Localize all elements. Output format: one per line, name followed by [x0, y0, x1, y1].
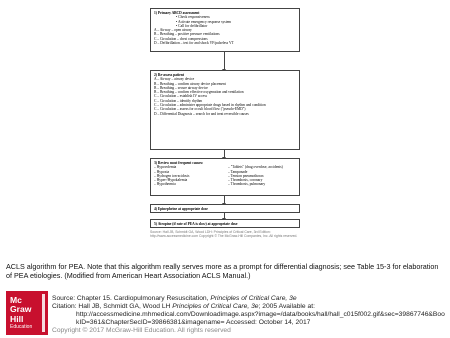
figure-caption: ACLS algorithm for PEA. Note that this algorithm really serves more as a prompt for differential diagnosis; see Table 15-3 for elaboration of PEA etiologies. (Modified from American Heart Association ACLS Manual.) [6, 262, 439, 280]
flow-arrow [224, 150, 225, 158]
box-title: 5) Atropine (if rate of PEA is slow) at appropriate dose [154, 222, 238, 226]
box-line: A – Airway – airway device [154, 77, 195, 82]
causes-left [154, 165, 222, 186]
causes-right [228, 165, 296, 186]
cause-item: – Hypothermia [154, 182, 176, 187]
cause-item: – Hyper-/Hypokalemia [154, 178, 188, 183]
box-line: B – Breathing – secure airway device [154, 85, 208, 90]
box-title: 4) Epinephrine at appropriate dose [154, 207, 208, 211]
box-line: B – Breathing – confirm airway device placement [154, 81, 226, 86]
reassess-box [150, 70, 300, 150]
cause-item: – Thrombosis, coronary [228, 178, 263, 183]
citation-link[interactable]: http://accessmedicine.mhmedical.com/Downloadimage.aspx?image=/data/books/hall/hall_c015f002.gif&sec=39867746&BookID=361&ChapterSecID=39866381&imagename= Accessed: October 14, 2017 [76, 311, 445, 326]
box-line: • Check responsiveness [176, 15, 210, 20]
flow-arrow [224, 52, 225, 70]
cause-item: – Tension pneumothorax [228, 173, 264, 178]
cause-item: – "Tablets" (drug overdose, accidents) [228, 165, 283, 170]
citation-line: Citation: Hall JB, Schmidt GA, Wood LH Principles of Critical Care, 3e; 2005 Available at: [52, 303, 315, 310]
copyright-notice: Copyright © 2017 McGraw-Hill Education. All rights reserved [52, 327, 231, 334]
cause-item: – Hypovolemia [154, 165, 177, 170]
box-line: • Activate emergency response system [176, 19, 232, 24]
box-line: C – Circulation – establish IV access [154, 94, 208, 99]
box-line: B – Breathing – positive pressure ventilations [154, 32, 220, 37]
cause-item: – Hydrogen ion-acidosis [154, 173, 190, 178]
atropine-box [150, 219, 300, 228]
box-line: D – Differential Diagnosis – search for and treat reversible causes [154, 111, 249, 116]
causes-columns [154, 165, 296, 186]
box-line: C – Circulation – assess for occult blood flow ("pseudo-EMD") [154, 107, 246, 112]
box-title: 2) Re-assess patient [154, 73, 184, 77]
figure-credit: Source: Hall JB, Schmidt GA, Wood LDH: Principles of Critical Care, 3rd Edition: http://www.accessmedicine.com Copyright © The McGraw-Hill Companies, Inc. All rights reserved. [150, 230, 298, 238]
mcgraw-hill-logo: Mc Graw Hill Education [6, 291, 48, 335]
box-line: D – Defibrillation – test for and shock VF/pulseless VT [154, 41, 234, 46]
epinephrine-box [150, 204, 300, 213]
source-line: Source: Chapter 15. Cardiopulmonary Resuscitation, Principles of Critical Care, 3e [52, 295, 297, 302]
flow-arrow [224, 196, 225, 204]
box-title: 1) Primary ABCD assessment [154, 11, 200, 15]
footer [0, 287, 450, 338]
box-title: 3) Review most frequent causes: [154, 161, 204, 165]
box-line: • Call for defibrillator [176, 23, 208, 28]
cause-item: – Hypoxia [154, 169, 170, 174]
box-line: C – Circulation – chest compressions [154, 36, 208, 41]
box-line: A – Airway – open airway [154, 28, 192, 33]
logo-bar [42, 294, 45, 332]
box-line: B – Breathing – confirm effective oxygenation and ventilation [154, 90, 244, 95]
frequent-causes-box [150, 158, 300, 196]
cause-item: – Tamponade [228, 169, 248, 174]
box-line: C – Circulation – administer appropriate drugs based in rhythm and condition [154, 103, 266, 108]
cause-item: – Thrombosis, pulmonary [228, 182, 266, 187]
primary-assessment-box [150, 8, 300, 52]
source-citation [52, 295, 446, 335]
algorithm-figure [150, 8, 302, 258]
box-line: C – Circulation – identify rhythm [154, 98, 203, 103]
